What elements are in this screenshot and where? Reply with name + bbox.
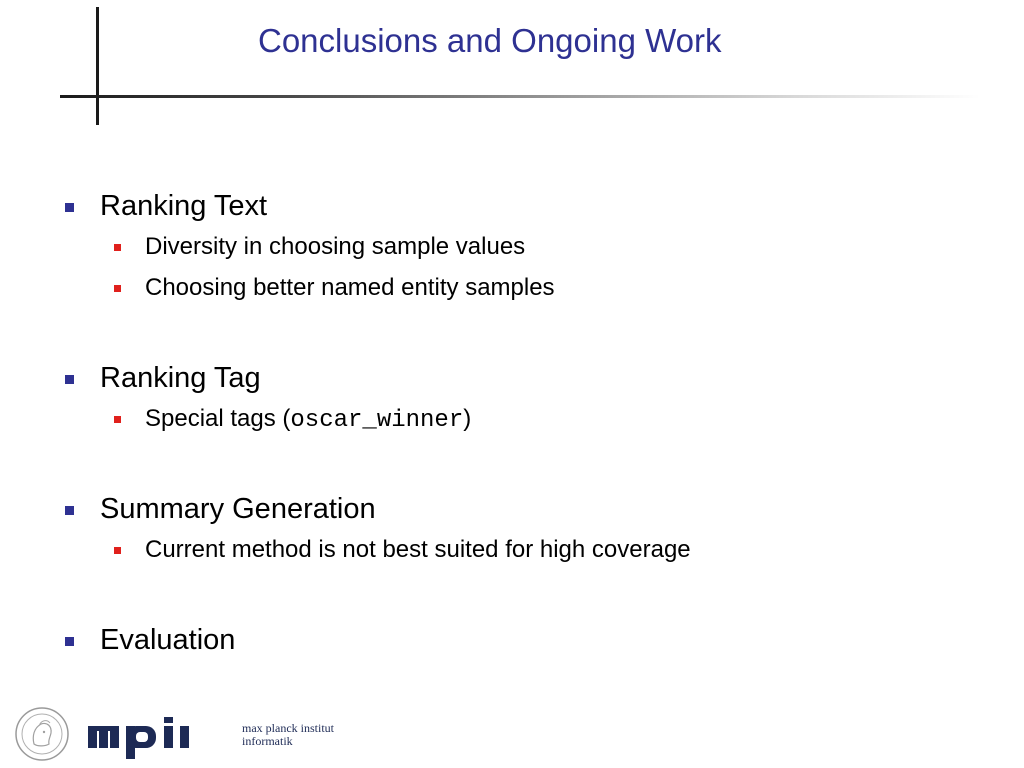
institute-name: [242, 722, 334, 748]
square-bullet-icon: [114, 416, 121, 423]
institute-name-line2: informatik: [242, 734, 293, 748]
bullet-label: Ranking Text: [100, 190, 268, 222]
sub-bullet-text: Current method is not best suited for high coverage: [145, 536, 691, 563]
sub-bullet-prefix: Special tags (: [145, 405, 291, 432]
minerva-seal-icon: [14, 706, 70, 762]
level2-bullet-row: [62, 226, 962, 267]
level1-bullet-row: [62, 186, 962, 226]
square-bullet-icon: [65, 637, 74, 646]
institute-name-line1: max planck institut: [242, 721, 334, 735]
bullet-label: Evaluation: [100, 624, 236, 656]
bullet-label: Summary Generation: [100, 493, 376, 525]
square-bullet-icon: [65, 375, 74, 384]
bullet-label: Ranking Tag: [100, 362, 261, 394]
level2-bullet-row: [62, 398, 962, 439]
level1-bullet-row: [62, 620, 962, 660]
bullet-item-summary-generation: [62, 489, 962, 570]
bullet-list: [62, 186, 962, 660]
sub-bullet-suffix: ): [463, 405, 472, 432]
sub-bullet-text: Diversity in choosing sample values: [145, 233, 526, 260]
code-tag-name: oscar_winner: [290, 407, 464, 434]
bullet-item-ranking-tag: [62, 358, 962, 439]
mpi-logo: [14, 704, 364, 766]
level1-bullet-row: [62, 489, 962, 529]
spacer: [62, 308, 962, 358]
spacer: [62, 570, 962, 620]
slide-title: Conclusions and Ongoing Work: [258, 22, 722, 59]
spacer: [62, 439, 962, 489]
square-bullet-icon: [114, 547, 121, 554]
bullet-item-ranking-text: [62, 186, 962, 308]
square-bullet-icon: [65, 203, 74, 212]
mpi-wordmark: [86, 716, 236, 760]
decorative-vertical-line: [96, 7, 99, 125]
square-bullet-icon: [114, 285, 121, 292]
bullet-item-evaluation: [62, 620, 962, 660]
level1-bullet-row: [62, 358, 962, 398]
decorative-horizontal-line: [60, 95, 980, 98]
square-bullet-icon: [114, 244, 121, 251]
level2-bullet-row: [62, 267, 962, 308]
square-bullet-icon: [65, 506, 74, 515]
sub-bullet-text: Choosing better named entity samples: [145, 274, 555, 301]
level2-bullet-row: [62, 529, 962, 570]
